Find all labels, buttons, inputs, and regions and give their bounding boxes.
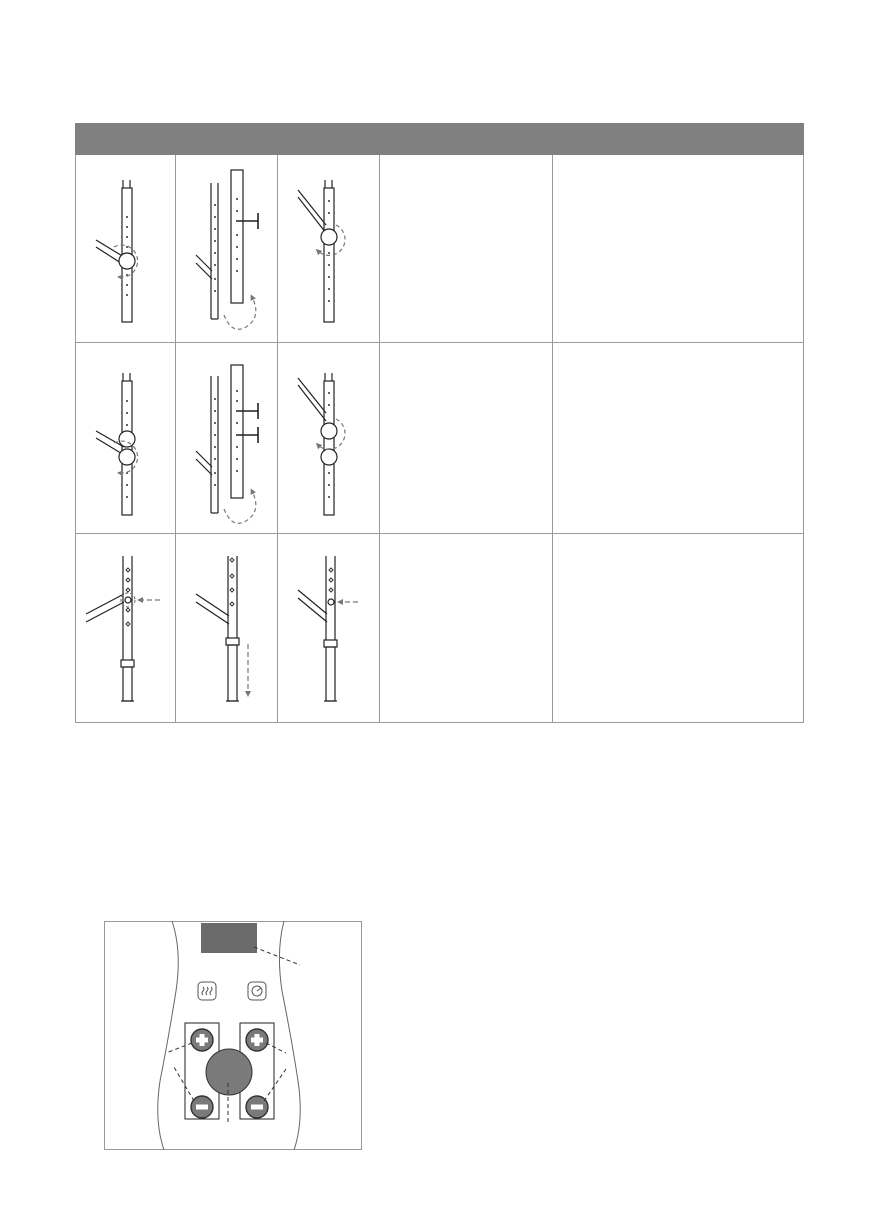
tube-single-clamp-close-icon [278,155,379,342]
tube-extend-down-icon [176,534,277,722]
plus-right-icon[interactable] [246,1029,268,1051]
table-row [76,534,804,723]
plus-left-icon[interactable] [191,1029,213,1051]
step-cell [76,534,176,723]
tube-single-clamp-open-icon [76,155,175,342]
step-cell [176,343,278,534]
step-cell [176,534,278,723]
tube-double-clamp-close-icon [278,343,379,533]
table-row [76,155,804,343]
step-notes-cell [553,343,804,534]
remote-control-diagram [104,921,362,1150]
tube-double-clamp-open-icon [76,343,175,533]
tube-button-lock-icon [278,534,379,722]
table-header-row [76,124,804,155]
step-cell [76,343,176,534]
center-knob-icon[interactable] [206,1049,252,1095]
minus-left-icon[interactable] [191,1096,213,1118]
header-cell-1 [76,124,176,155]
step-description-cell [380,155,553,343]
tube-slide-insert-one-pin-icon [176,155,277,342]
heat-waves-icon[interactable] [198,982,216,1000]
tube-push-button-icon [76,534,175,722]
tube-slide-insert-two-pins-icon [176,343,277,533]
step-cell [278,534,380,723]
step-description-cell [380,343,553,534]
remote-display [201,923,257,953]
step-notes-cell [553,534,804,723]
table-row [76,343,804,534]
step-cell [176,155,278,343]
step-cell [278,343,380,534]
step-description-cell [380,534,553,723]
header-cell-4 [380,124,553,155]
assembly-steps-table [75,123,804,723]
step-notes-cell [553,155,804,343]
header-cell-3 [278,124,380,155]
step-cell [76,155,176,343]
header-cell-2 [176,124,278,155]
header-cell-5 [553,124,804,155]
step-cell [278,155,380,343]
timer-icon[interactable] [248,982,266,1000]
